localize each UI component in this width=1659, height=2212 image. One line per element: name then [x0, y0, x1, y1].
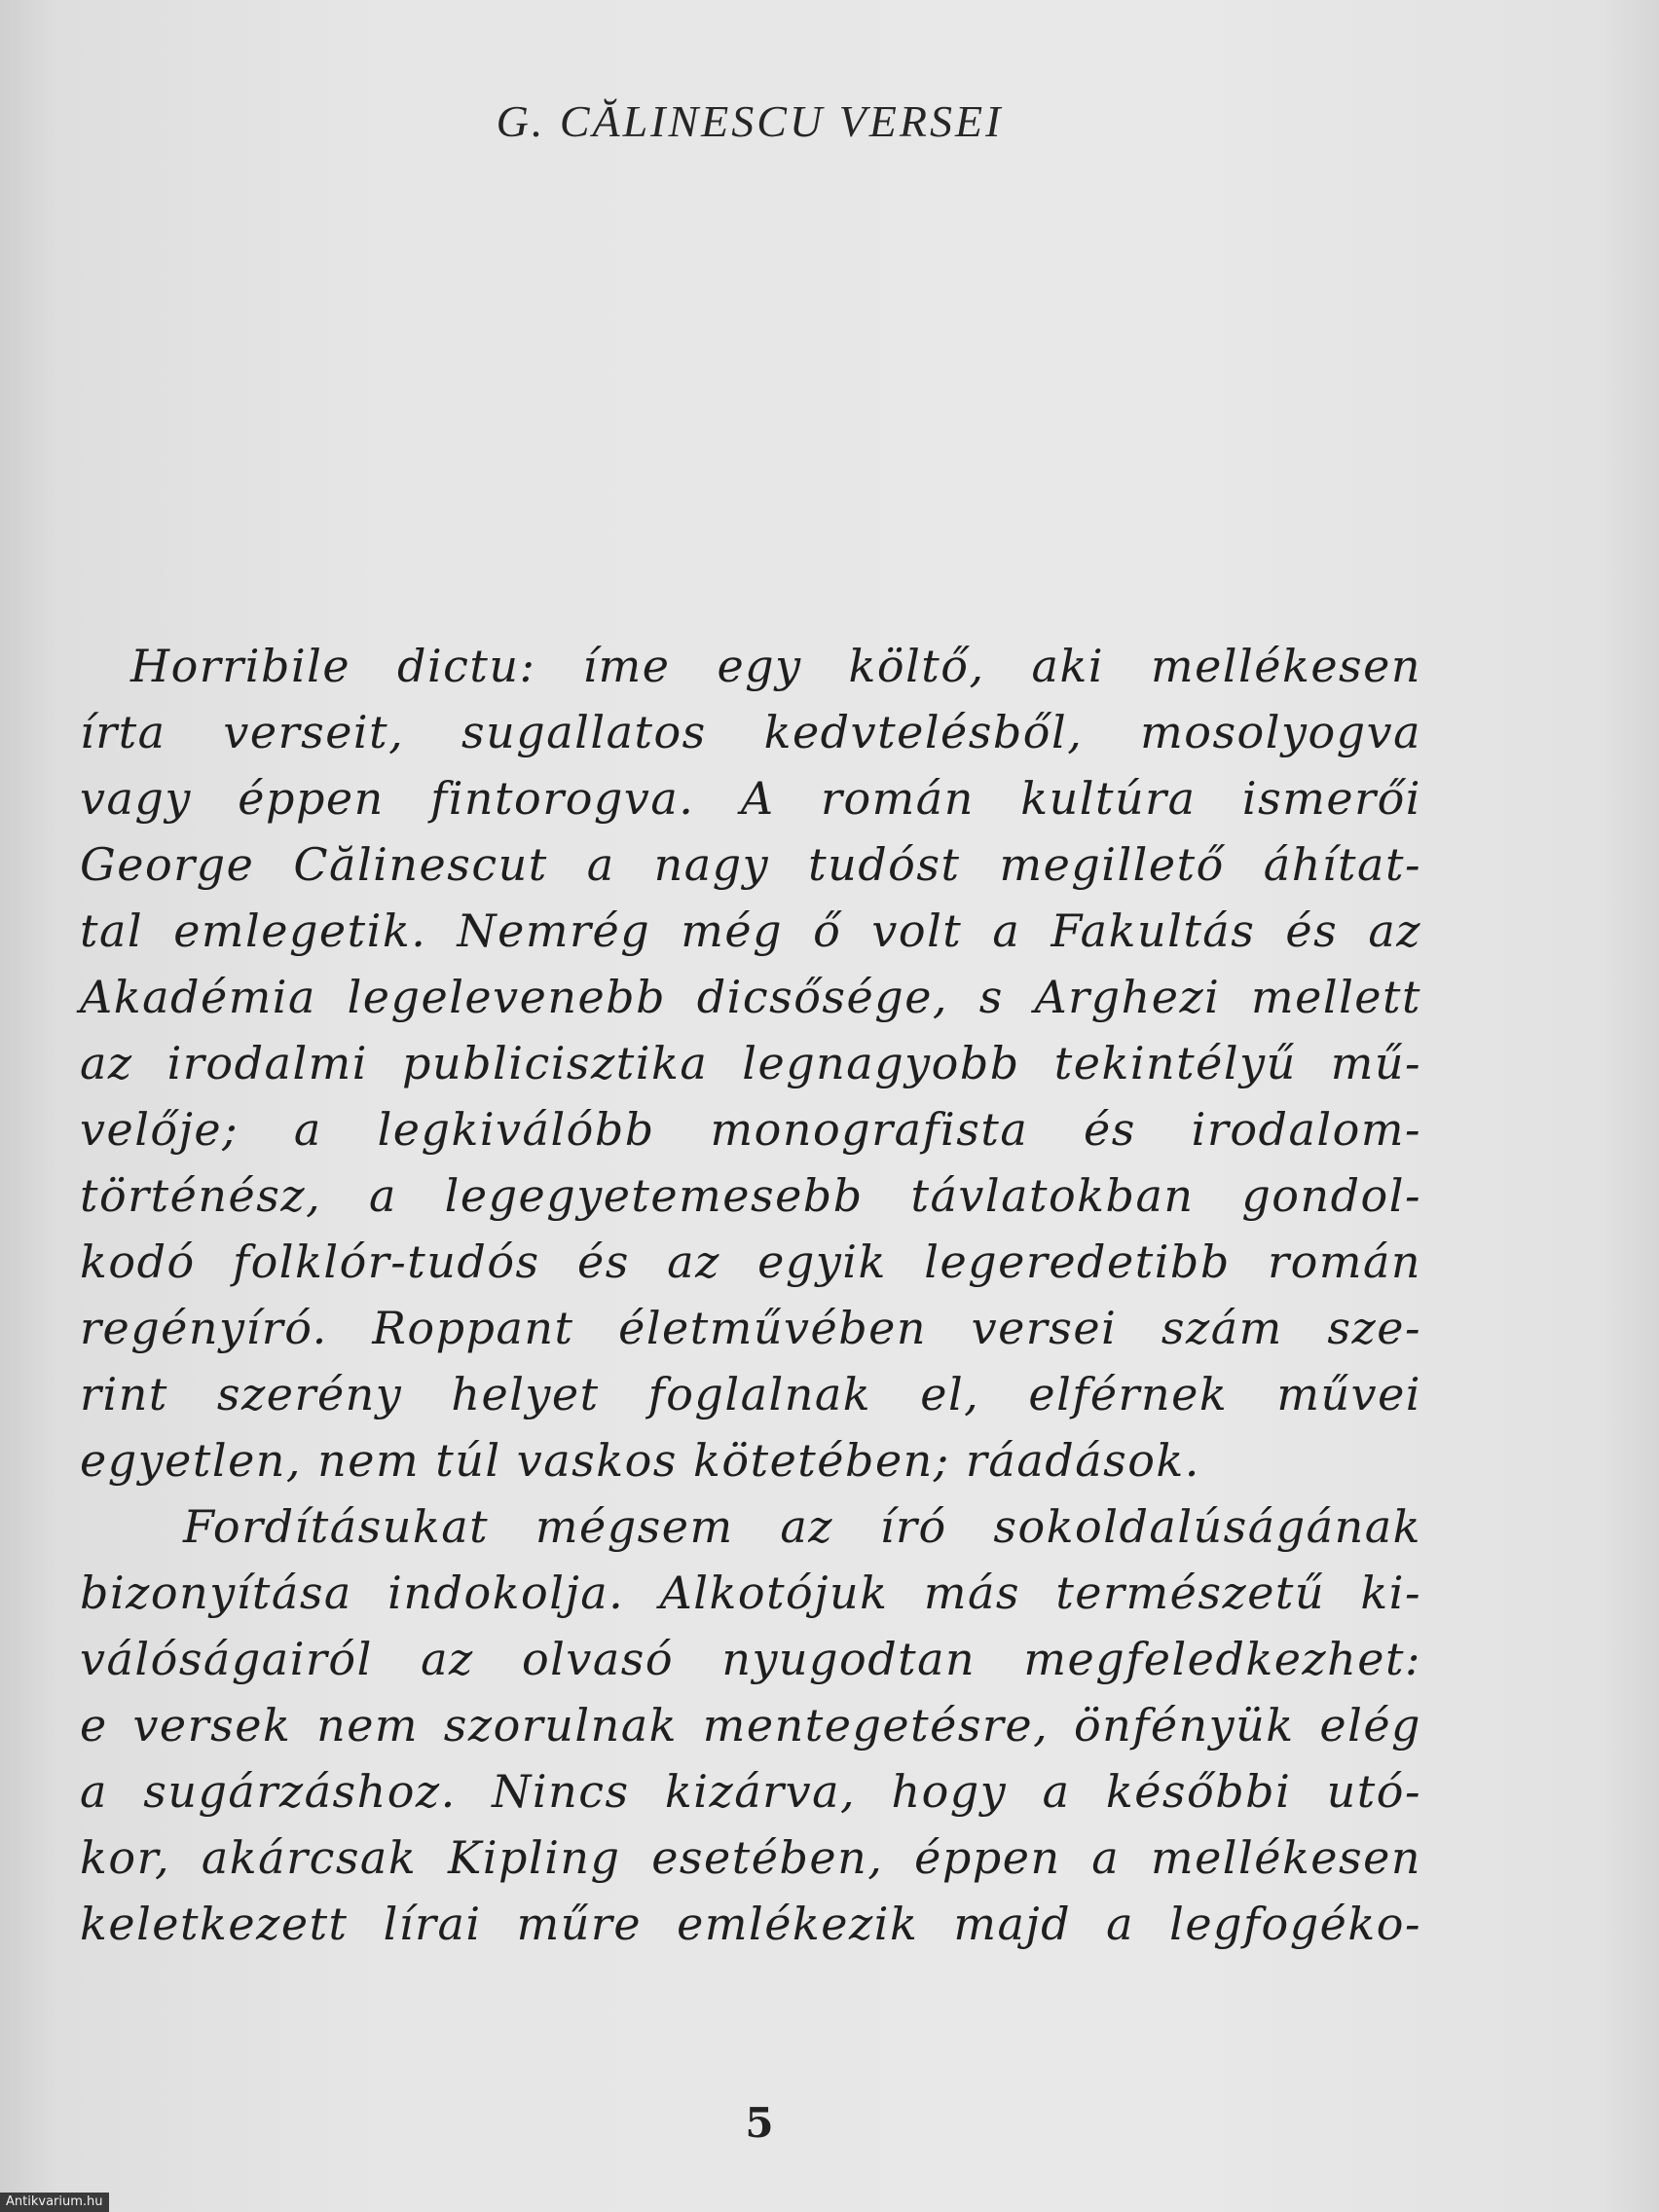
text-line: e versek nem szorulnak mentegetésre, önfényük elég: [80, 1699, 1421, 1751]
page-number: 5: [745, 2099, 774, 2147]
text-line: a sugárzáshoz. Nincs kizárva, hogy a későbbi utó-: [80, 1765, 1421, 1818]
text-line: regényíró. Roppant életművében versei szám sze-: [80, 1302, 1421, 1354]
text-line: George Călinescut a nagy tudóst megillető áhítat-: [80, 838, 1421, 891]
text-line: bizonyítása indokolja. Alkotójuk más természetű ki-: [80, 1567, 1421, 1619]
watermark: Antikvarium.hu: [0, 2193, 109, 2212]
text-line: egyetlen, nem túl vaskos kötetében; ráadások.: [80, 1434, 1200, 1487]
page-title: G. CĂLINESCU VERSEI: [496, 96, 1004, 146]
text-line: Horribile dictu: íme egy költő, aki mellékesen: [130, 640, 1421, 692]
text-line: írta verseit, sugallatos kedvtelésből, mosolyogva: [80, 706, 1421, 758]
text-line: keletkezett lírai műre emlékezik majd a legfogéko-: [80, 1898, 1421, 1950]
text-line: az irodalmi publicisztika legnagyobb tekintélyű mű-: [80, 1037, 1421, 1089]
text-line: Fordításukat mégsem az író sokoldalúságának: [183, 1500, 1421, 1553]
text-line: Akadémia legelevenebb dicsősége, s Arghezi mellett: [80, 971, 1421, 1023]
text-line: rint szerény helyet foglalnak el, elférnek művei: [80, 1368, 1421, 1420]
text-line: válóságairól az olvasó nyugodtan megfeledkezhet:: [80, 1633, 1421, 1685]
text-line: történész, a legegyetemesebb távlatokban gondol-: [80, 1169, 1421, 1222]
text-line: kor, akárcsak Kipling esetében, éppen a mellékesen: [80, 1831, 1421, 1884]
text-line: tal emlegetik. Nemrég még ő volt a Fakultás és az: [80, 904, 1421, 957]
body-text: [80, 633, 1421, 1957]
text-line: kodó folklór-tudós és az egyik legeredetibb román: [80, 1235, 1421, 1288]
text-line: velője; a legkiválóbb monografista és irodalom-: [80, 1103, 1421, 1156]
text-line: vagy éppen fintorogva. A román kultúra ismerői: [80, 772, 1421, 825]
